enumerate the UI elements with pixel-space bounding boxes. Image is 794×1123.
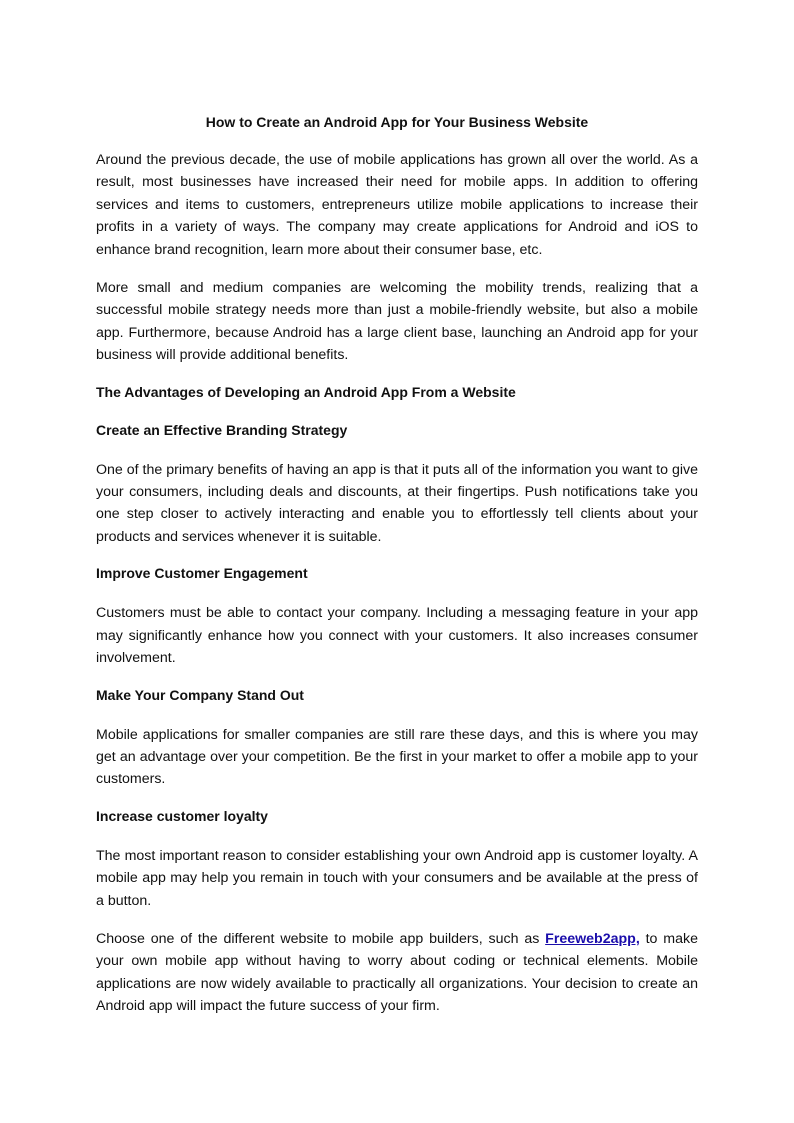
freeweb2app-link[interactable]: Freeweb2app, — [545, 930, 640, 947]
section-text-branding: One of the primary benefits of having an app is that it puts all of the information you want to give your consumers, including deals and discounts, at their fingertips. Push notifications take you one step closer to actively interacting and enable you to effortlessly tell clients about your products and services whenever it is suitable. — [96, 461, 698, 545]
section-text-stand-out: Mobile applications for smaller companies are still rare these days, and this is where you may get an advantage over your competition. Be the first in your market to offer a mobile app to your customers. — [96, 726, 698, 788]
section-heading-loyalty: Increase customer loyalty — [96, 807, 268, 824]
closing-text-after-link: to make your own mobile app without having to worry about coding or technical elements. Mobile applications are now widely available to practically all organizations. Your decision to create an Android app will impact the future success of your firm. — [96, 930, 698, 1015]
section-heading-engagement: Improve Customer Engagement — [96, 565, 308, 582]
closing-paragraph — [96, 928, 698, 1018]
document-page — [96, 113, 698, 1034]
section-text-engagement: Customers must be able to contact your company. Including a messaging feature in your app may significantly enhance how you connect with your customers. It also increases consumer involvement. — [96, 605, 698, 667]
section-heading-branding: Create an Effective Branding Strategy — [96, 421, 348, 438]
section-heading-stand-out: Make Your Company Stand Out — [96, 686, 304, 703]
intro-paragraph-1: Around the previous decade, the use of mobile applications has grown all over the world. As a result, most businesses have increased their need for mobile apps. In addition to offering services and items to customers, entrepreneurs utilize mobile applications to increase their profits in a variety of ways. The company may create applications for Android and iOS to enhance brand recognition, learn more about their consumer base, etc. — [96, 152, 698, 258]
advantages-heading: The Advantages of Developing an Android App From a Website — [96, 383, 516, 400]
document-title: How to Create an Android App for Your Business Website — [205, 114, 589, 130]
closing-text-before-link: Choose one of the different website to mobile app builders, such as — [96, 930, 546, 947]
intro-paragraph-2: More small and medium companies are welcoming the mobility trends, realizing that a successful mobile strategy needs more than just a mobile-friendly website, but also a mobile app. Furthermore, because Android has a large client base, launching an Android app for your business will provide additional benefits. — [96, 280, 698, 364]
section-text-loyalty: The most important reason to consider establishing your own Android app is customer loyalty. A mobile app may help you remain in touch with your consumers and be available at the press of a button. — [96, 847, 698, 909]
